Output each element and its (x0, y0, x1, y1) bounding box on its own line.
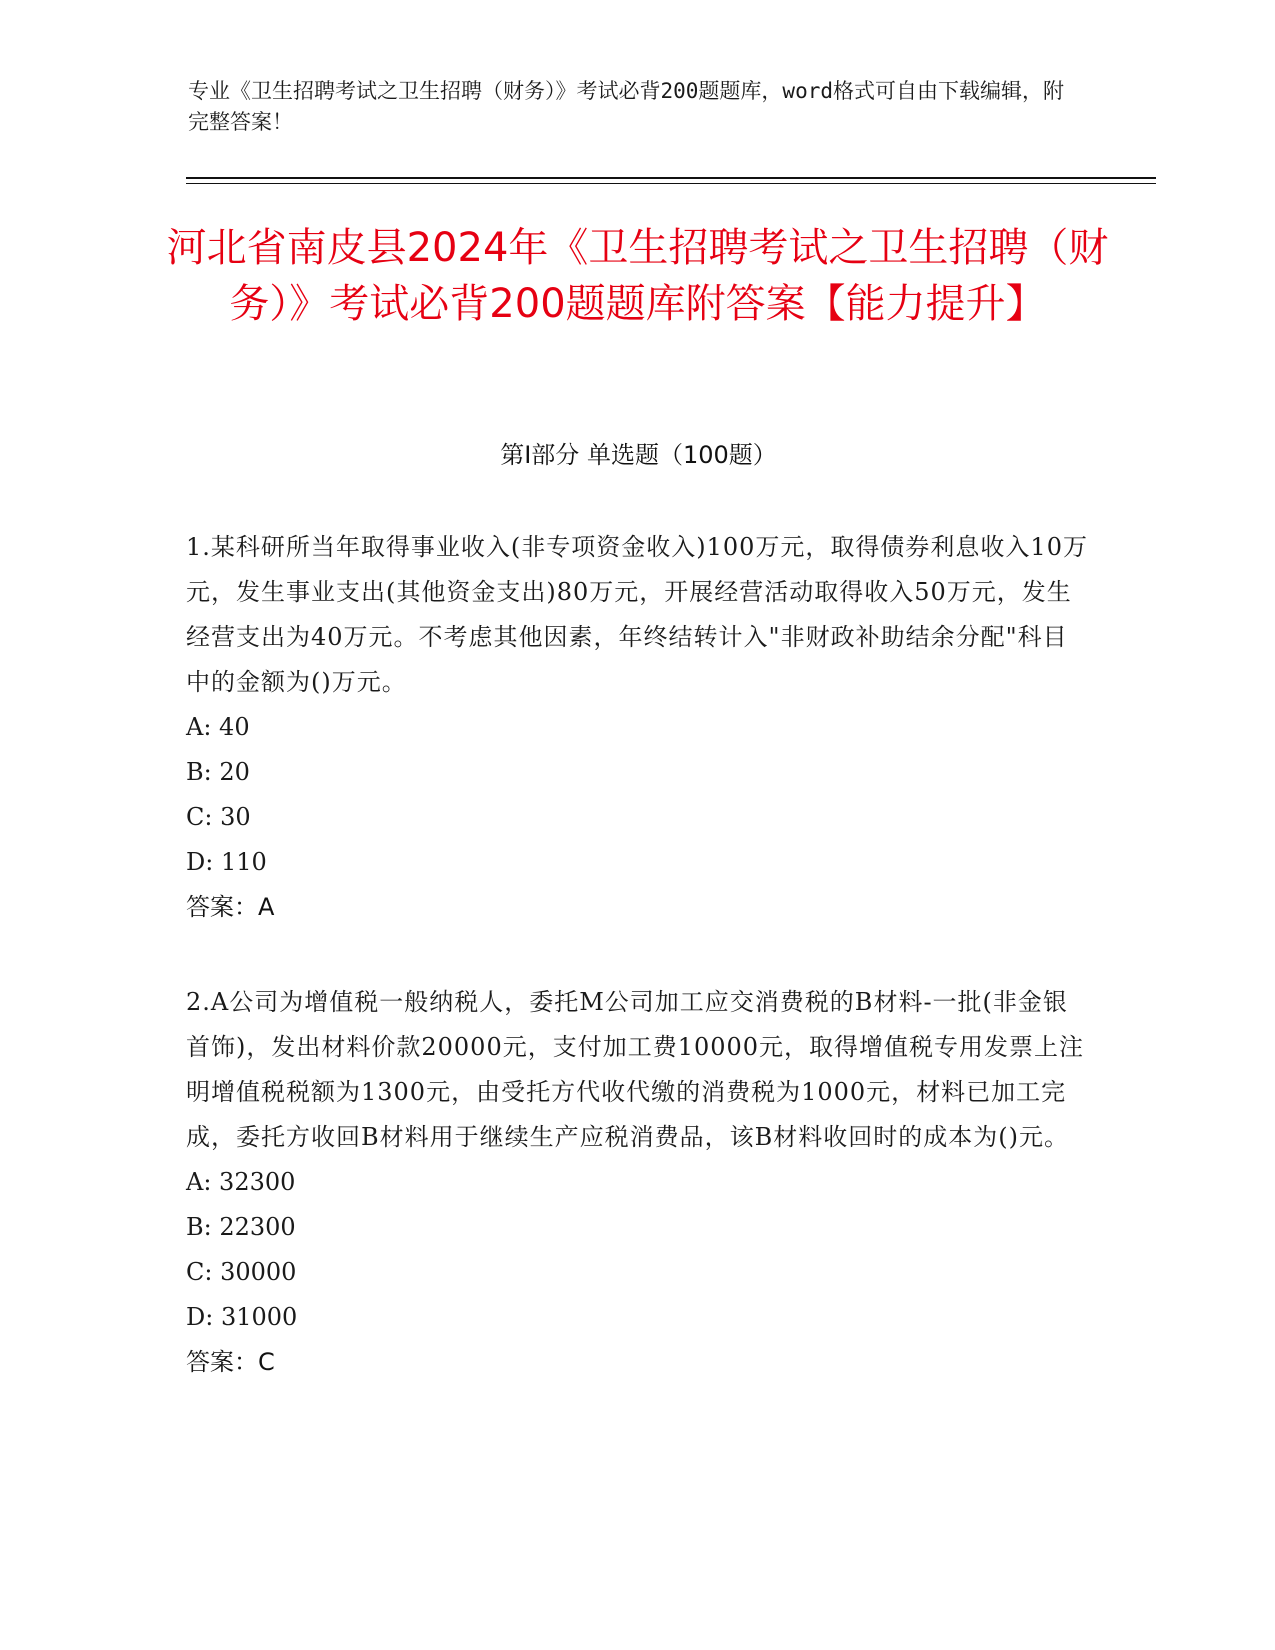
question-text: 2.A公司为增值税一般纳税人，委托M公司加工应交消费税的B材料-一批(非金银首饰)，发出材料价款20000元，支付加工费10000元，取得增值税专用发票上注明增值税税额为1300元，由受托方代收代缴的消费税为1000元，材料已加工完成，委托方收回B材料用于继续生产应税消费品，该B材料收回时的成本为()元。 (186, 988, 1085, 1151)
option-b: B: 22300 (186, 1213, 296, 1241)
section-heading: 第I部分 单选题（100题） (500, 441, 777, 469)
option-a: A: 32300 (186, 1168, 296, 1196)
header-divider-thin (186, 183, 1156, 184)
option-d: D: 110 (186, 848, 267, 876)
question-text: 1.某科研所当年取得事业收入(非专项资金收入)100万元，取得债券利息收入10万元，发生事业支出(其他资金支出)80万元，开展经营活动取得收入50万元，发生经营支出为40万元。不考虑其他因素，年终结转计入"非财政补助结余分配"科目中的金额为()万元。 (186, 533, 1088, 696)
header-divider-thick (186, 177, 1156, 179)
question-1 (186, 525, 1091, 930)
option-d: D: 31000 (186, 1303, 298, 1331)
header-note: 专业《卫生招聘考试之卫生招聘（财务）》考试必背200题题库，word格式可自由下载编辑，附完整答案！ (188, 79, 1064, 134)
option-a: A: 40 (186, 713, 250, 741)
answer: 答案：C (186, 1348, 275, 1376)
answer: 答案：A (186, 893, 275, 921)
question-2 (186, 980, 1091, 1385)
option-b: B: 20 (186, 758, 250, 786)
option-c: C: 30000 (186, 1258, 297, 1286)
option-c: C: 30 (186, 803, 251, 831)
document-title: 河北省南皮县2024年《卫生招聘考试之卫生招聘（财务）》考试必背200题题库附答案【能力提升】 (166, 225, 1109, 327)
